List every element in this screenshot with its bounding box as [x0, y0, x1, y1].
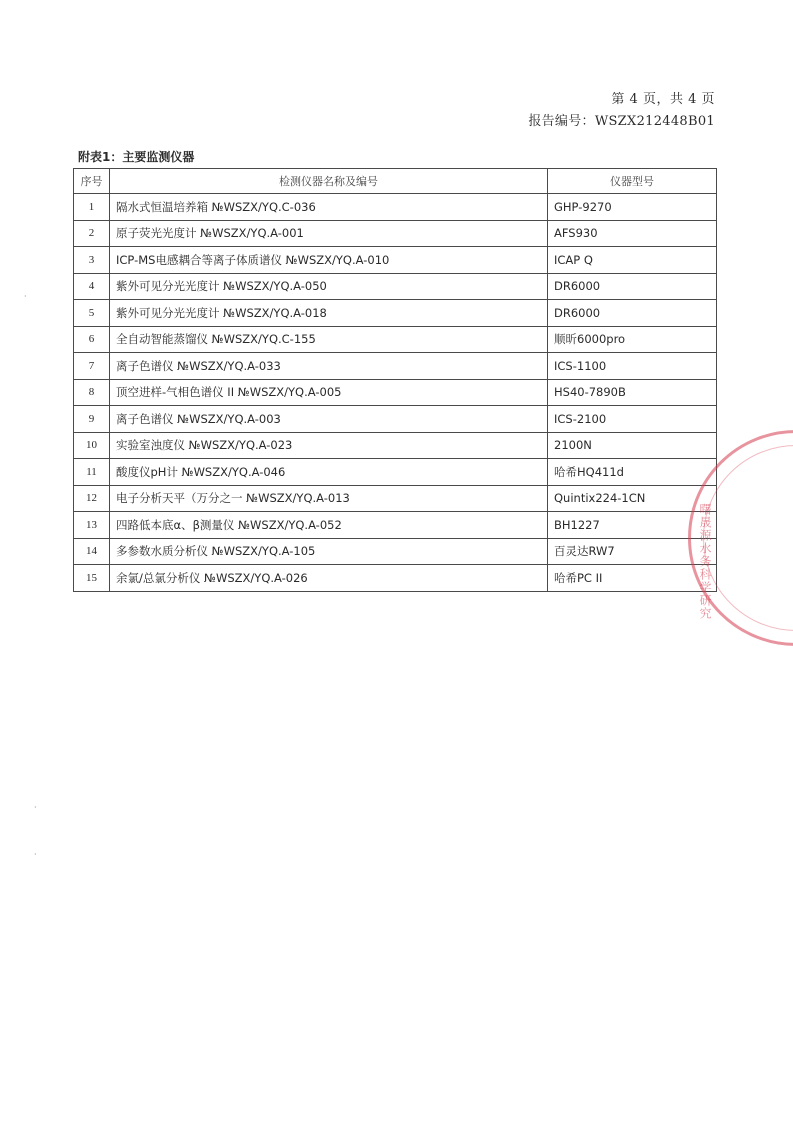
instrument-model: ICS-1100 [548, 353, 717, 380]
instrument-model: HS40-7890B [548, 379, 717, 406]
row-number: 7 [74, 353, 110, 380]
table-row [74, 379, 717, 406]
table-row [74, 565, 717, 592]
scan-speck: · [34, 803, 37, 812]
instrument-model: 2100N [548, 432, 717, 459]
page-number-info: 第 4 页，共 4 页 [611, 92, 715, 107]
instrument-name: 酸度仪pH计 №WSZX/YQ.A-046 [110, 459, 548, 486]
row-number: 8 [74, 379, 110, 406]
instrument-name: 紫外可见分光光度计 №WSZX/YQ.A-018 [110, 300, 548, 327]
column-header-name: 检测仪器名称及编号 [110, 169, 548, 194]
instrument-name: 多参数水质分析仪 №WSZX/YQ.A-105 [110, 538, 548, 565]
table-row [74, 538, 717, 565]
instrument-model: 哈希HQ411d [548, 459, 717, 486]
instrument-name: 电子分析天平（万分之一 №WSZX/YQ.A-013 [110, 485, 548, 512]
table-caption: 附表1：主要监测仪器 [78, 150, 195, 164]
table-row [74, 247, 717, 274]
row-number: 1 [74, 194, 110, 221]
scan-speck: · [34, 850, 37, 859]
instrument-model: Quintix224-1CN [548, 485, 717, 512]
table-row [74, 459, 717, 486]
table-row [74, 432, 717, 459]
instrument-name: 四路低本底α、β测量仪 №WSZX/YQ.A-052 [110, 512, 548, 539]
instrument-name: 全自动智能蒸馏仪 №WSZX/YQ.C-155 [110, 326, 548, 353]
instrument-model: GHP-9270 [548, 194, 717, 221]
scan-speck: · [24, 292, 27, 301]
table-row [74, 485, 717, 512]
row-number: 15 [74, 565, 110, 592]
table-row [74, 194, 717, 221]
instrument-model: 哈希PC II [548, 565, 717, 592]
row-number: 12 [74, 485, 110, 512]
row-number: 10 [74, 432, 110, 459]
instrument-model: DR6000 [548, 273, 717, 300]
column-header-model: 仪器型号 [548, 169, 717, 194]
row-number: 11 [74, 459, 110, 486]
instrument-name: 顶空进样-气相色谱仪 II №WSZX/YQ.A-005 [110, 379, 548, 406]
instrument-model: ICS-2100 [548, 406, 717, 433]
table-row [74, 512, 717, 539]
table-row [74, 220, 717, 247]
row-number: 9 [74, 406, 110, 433]
row-number: 6 [74, 326, 110, 353]
table-row [74, 300, 717, 327]
instrument-name: 离子色谱仪 №WSZX/YQ.A-033 [110, 353, 548, 380]
table-row [74, 353, 717, 380]
table-row [74, 326, 717, 353]
column-header-no: 序号 [74, 169, 110, 194]
instrument-name: 紫外可见分光光度计 №WSZX/YQ.A-050 [110, 273, 548, 300]
instrument-name: 原子荧光光度计 №WSZX/YQ.A-001 [110, 220, 548, 247]
instrument-table [73, 168, 717, 592]
row-number: 2 [74, 220, 110, 247]
instrument-name: 离子色谱仪 №WSZX/YQ.A-003 [110, 406, 548, 433]
report-number: 报告编号：WSZX212448B01 [528, 114, 715, 129]
seal-text: 曙晟源水务科学研究 [698, 503, 712, 620]
instrument-model: 顺昕6000pro [548, 326, 717, 353]
instrument-name: 实验室浊度仪 №WSZX/YQ.A-023 [110, 432, 548, 459]
table-row [74, 406, 717, 433]
row-number: 3 [74, 247, 110, 274]
instrument-model: AFS930 [548, 220, 717, 247]
instrument-model: 百灵达RW7 [548, 538, 717, 565]
instrument-model: ICAP Q [548, 247, 717, 274]
row-number: 14 [74, 538, 110, 565]
instrument-name: 隔水式恒温培养箱 №WSZX/YQ.C-036 [110, 194, 548, 221]
table-header-row [74, 169, 717, 194]
instrument-name: 余氯/总氯分析仪 №WSZX/YQ.A-026 [110, 565, 548, 592]
table-row [74, 273, 717, 300]
instrument-model: DR6000 [548, 300, 717, 327]
instrument-model: BH1227 [548, 512, 717, 539]
instrument-name: ICP-MS电感耦合等离子体质谱仪 №WSZX/YQ.A-010 [110, 247, 548, 274]
row-number: 13 [74, 512, 110, 539]
row-number: 4 [74, 273, 110, 300]
row-number: 5 [74, 300, 110, 327]
